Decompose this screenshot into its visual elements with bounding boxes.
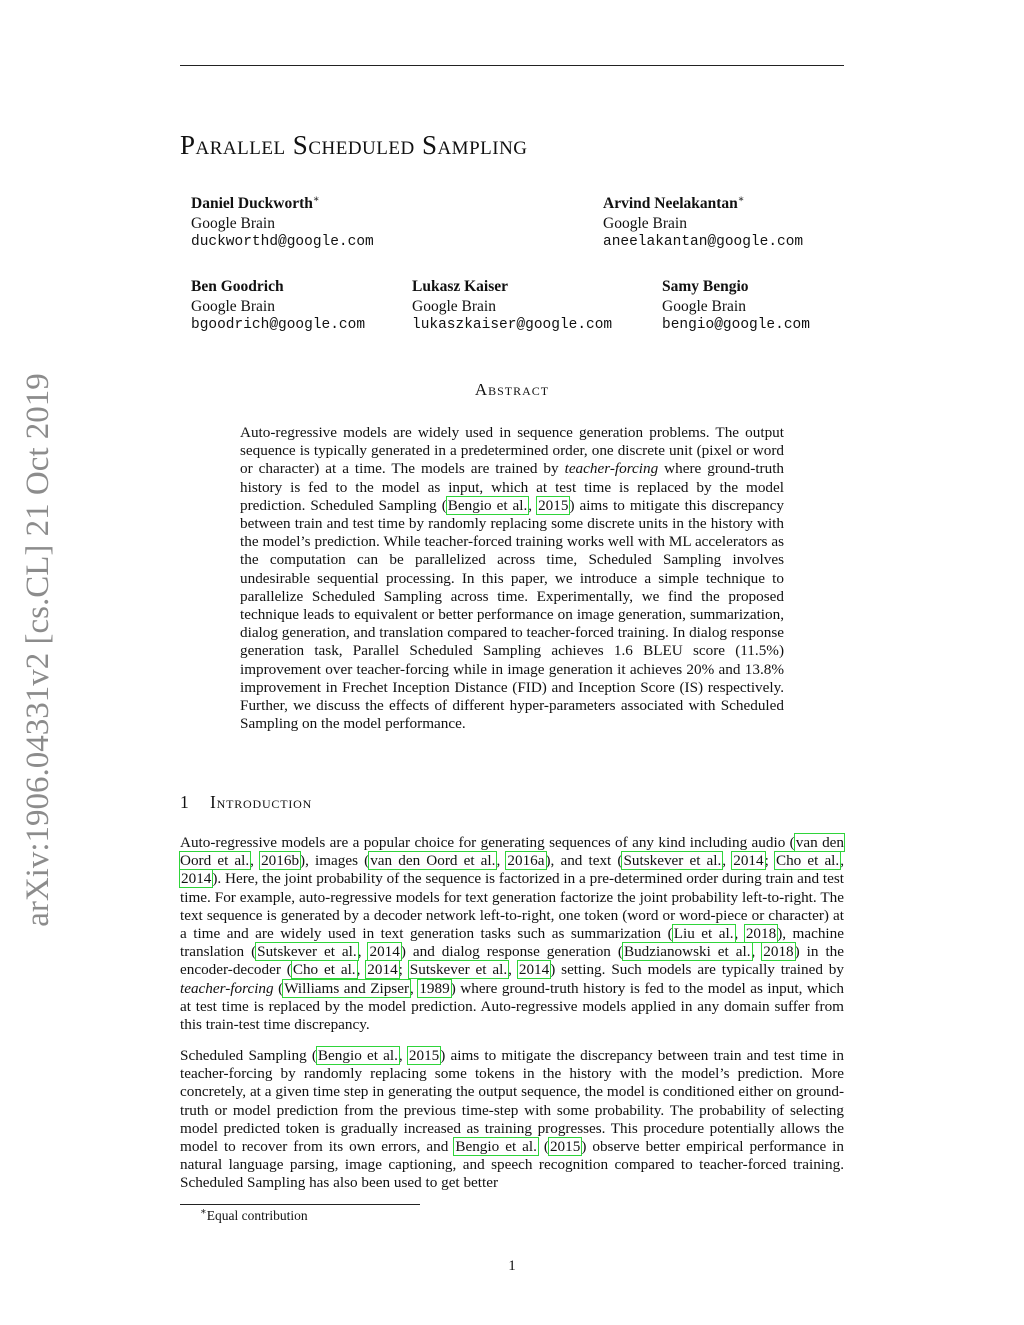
citation-year-link[interactable]: 2014 (518, 961, 550, 979)
equal-contribution-mark: ∗ (737, 193, 745, 205)
citation-link[interactable]: Cho et al. (775, 852, 840, 870)
citation-year-link[interactable]: 2016b (261, 852, 300, 870)
citation-year-link[interactable]: 2018 (745, 925, 777, 943)
citation-year-link[interactable]: 1989 (419, 979, 450, 997)
author-affiliation: Google Brain (412, 297, 496, 315)
author-name: Daniel Duckworth (191, 195, 313, 212)
author-affiliation: Google Brain (191, 214, 275, 232)
abstract-body: Auto-regressive models are widely used in sequence generation problems. The output sequence is typically generated in a predetermined order, one discrete unit (pixel or word or character) at a time. The models are trained by teacher-forcing where ground-truth history is fed to the model as input, which at test time is replaced by the model prediction. Scheduled Sampling (Bengio et al., 2015) aims to mitigate this discrepancy between train and test time by randomly replacing some discrete units in the history with the model’s prediction. While teacher-forced training works well with ML accelerators as the computation can be parallelized across time, Scheduled Sampling involves undesirable sequential processing. In this paper, we introduce a simple technique to parallelize Scheduled Sampling across time. Experimentally, we find the proposed technique leads to equivalent or better performance on image generation, summarization, dialog generation, and translation compared to teacher-forced training. In dialog response generation task, Parallel Scheduled Sampling achieves 1.6 BLEU score (11.5%) improvement over teacher-forcing while in image generation it achieves 20% and 13.8% improvement in Frechet Inception Distance (FID) and Inception Score (IS) respectively. Further, we discuss the effects of different hyper-parameters associated with Scheduled Sampling on the model performance. (240, 424, 785, 733)
citation-link[interactable]: Cho et al. (292, 961, 356, 979)
paper-title: Parallel Scheduled Sampling (180, 130, 528, 160)
citation-year-link[interactable]: 2018 (763, 943, 794, 961)
author-affiliation: Google Brain (191, 297, 275, 315)
section-heading: 1 Introduction (180, 792, 313, 812)
intro-paragraph-1: Auto-regressive models are a popular choice for generating sequences of any kind including audio (van den Oord et al., 2016b), images (van den Oord et al., 2016a), and text (Sutskever et al., 2014; Cho et al., 2014). Here, the joint probability of the sequence is factorized in a pre-determined order during train and test time. For example, auto-regressive models for text generation factorize the joint probability left-to-right. The text sequence is generated by a decoder network left-to-right, one token (word or word-piece or character) at a time and are widely used in text generation tasks such as summarization (Liu et al., 2018), machine translation (Sutskever et al., 2014) and dialog response generation (Budzianowski et al., 2018) in the encoder-decoder (Cho et al., 2014; Sutskever et al., 2014) setting. Such models are typically trained by teacher-forcing (Williams and Zipser, 1989) where ground-truth history is fed to the model as input, which at test time is replaced by the model prediction. Auto-regressive models applied in any domain suffer from this train-test time discrepancy. (180, 834, 845, 1034)
citation-link[interactable]: Sutskever et al. (257, 943, 357, 961)
citation-link[interactable]: Bengio et al. (317, 1047, 398, 1064)
citation-year-link[interactable]: 2015 (549, 1138, 581, 1156)
author-affiliation: Google Brain (603, 214, 687, 232)
equal-contribution-mark: ∗ (312, 193, 320, 205)
author-name: Lukasz Kaiser (412, 278, 509, 295)
author-block (191, 194, 374, 253)
footnote: ∗Equal contribution (200, 1206, 308, 1223)
author-affiliation: Google Brain (662, 297, 746, 315)
author-block (412, 277, 612, 336)
author-email[interactable]: bgoodrich@google.com (191, 317, 366, 333)
author-email[interactable]: duckworthd@google.com (191, 234, 374, 250)
author-block (662, 277, 810, 336)
top-rule (180, 65, 844, 66)
author-name: Ben Goodrich (191, 278, 284, 295)
arxiv-identifier: arXiv:1906.04331v2 [cs.CL] 21 Oct 2019 (20, 373, 56, 927)
citation-link[interactable]: Williams and Zipser (284, 979, 409, 997)
abstract-heading: Abstract (474, 380, 550, 399)
citation-year-link[interactable]: 2014 (369, 943, 400, 961)
author-email[interactable]: bengio@google.com (662, 317, 810, 333)
citation-year-link[interactable]: 2014 (181, 870, 212, 888)
author-email[interactable]: aneelakantan@google.com (603, 234, 804, 250)
citation-link[interactable]: Bengio et al. (455, 1138, 537, 1156)
citation-link[interactable]: Budzianowski et al. (623, 943, 751, 961)
citation-year-link[interactable]: 2015 (538, 496, 569, 514)
author-name: Samy Bengio (662, 278, 749, 295)
author-block (191, 277, 365, 336)
citation-year-link[interactable]: 2015 (408, 1047, 440, 1064)
citation-year-link[interactable]: 2014 (367, 961, 398, 979)
citation-link[interactable]: Sutskever et al. (409, 961, 508, 979)
citation-link[interactable]: Liu et al. (673, 925, 734, 943)
author-name: Arvind Neelakantan (603, 195, 738, 212)
citation-link[interactable]: Bengio et al. (447, 496, 528, 514)
author-block (603, 194, 803, 253)
citation-link[interactable]: Sutskever et al. (623, 852, 722, 870)
citation-link[interactable]: van den Oord et al. (180, 834, 844, 870)
author-email[interactable]: lukaszkaiser@google.com (412, 317, 613, 333)
citation-link[interactable]: van den Oord et al. (370, 852, 496, 870)
citation-year-link[interactable]: 2016a (507, 852, 545, 870)
citation-year-link[interactable]: 2014 (733, 852, 764, 870)
page-number: 1 (508, 1258, 516, 1274)
footnote-rule (180, 1204, 420, 1205)
intro-paragraph-2: Scheduled Sampling (Bengio et al., 2015) aims to mitigate the discrepancy between train and test time in teacher-forcing by randomly replacing some tokens in the history with the model’s prediction. More concretely, at a given time step in generating the output sequence, the model is conditioned either on ground-truth or model prediction from the previous time-step with some probability. The probability of selecting model predicted token is gradually increased as training progresses. This procedure potentially allows the model to recover from its own errors, and Bengio et al. (2015) observe better empirical performance in natural language parsing, image captioning, and speech recognition compared to teacher-forced training. Scheduled Sampling has also been used to get better (180, 1047, 844, 1192)
